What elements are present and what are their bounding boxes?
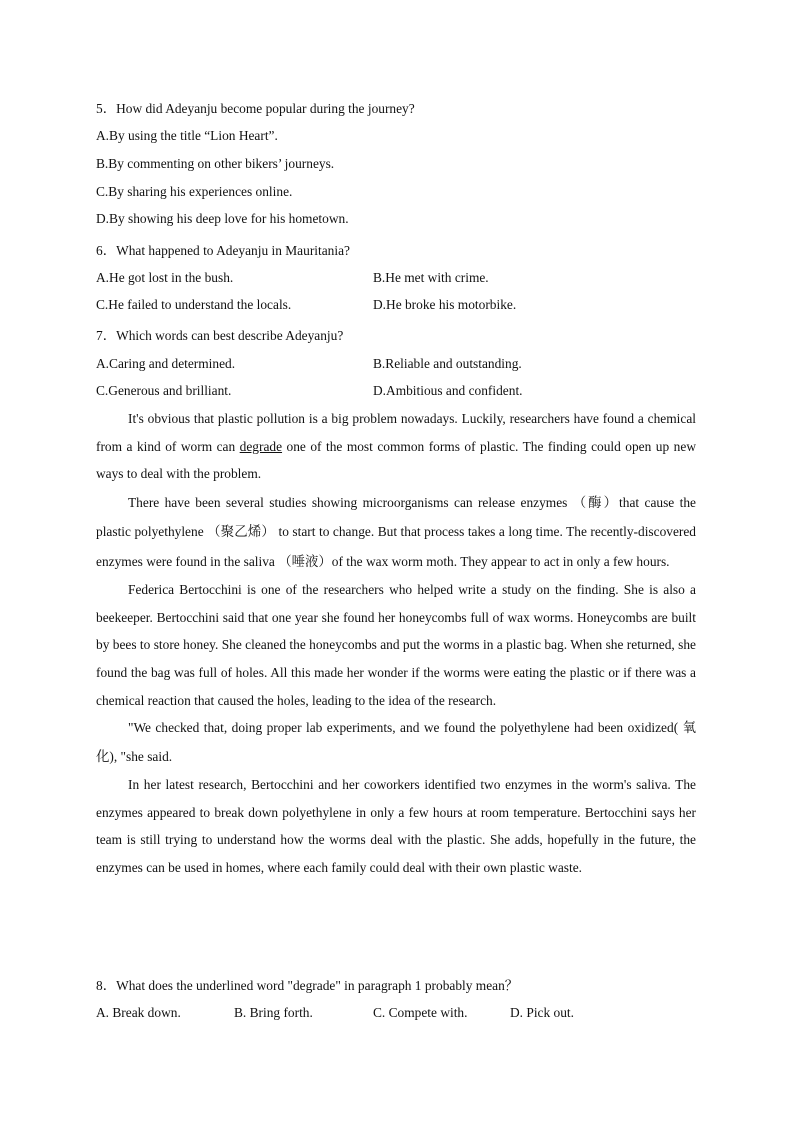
question-8-option-b: B. Bring forth. [234,1005,313,1020]
question-6-option-a: A.He got lost in the bush. [96,270,234,285]
passage-paragraph-3: Federica Bertocchini is one of the researchers who helped write a study on the finding. She is also a beekeeper. Bertocchini said that one year she found her honeycombs full of wax worms. Honeycombs are built by bees to store honey. She cleaned the honeycombs and put the worms in a plastic bag. When she returned, she found the bag was full of holes. All this made her wonder if the worms were eating the plastic or if there was a chemical reaction that caused the holes, leading to the idea of the research. [96,582,696,708]
passage-paragraph-2: There have been several studies showing microorganisms can release enzymes （酶）that cause the plastic polyethylene （聚乙烯） to start to change. But that process takes a long time. The recently-discovered enzymes were found in the saliva （唾液）of the wax worm moth. They appear to act in only a few hours. [96,494,696,569]
passage-paragraph-1 [96,405,696,488]
question-8-option-a: A. Break down. [96,1005,181,1020]
passage-paragraph-5: In her latest research, Bertocchini and her coworkers identified two enzymes in the worm's saliva. The enzymes appeared to break down polyethylene in only a few hours at room temperature. Bertocchini says her team is still trying to understand how the worms deal with the plastic. She adds, hopefully in the future, the enzymes can be used in homes, where each family could deal with their own plastic waste. [96,777,696,876]
question-8-option-c: C. Compete with. [373,1005,468,1020]
reading-passage [96,405,696,882]
paragraph-1-text-end: one of the most common forms of plastic. The finding could open up new ways to deal with the problem. [96,438,696,482]
question-6-option-d: D.He broke his motorbike. [373,297,517,312]
question-5-option-b: B.By commenting on other bikers’ journeys. [96,156,335,171]
question-6-option-c: C.He failed to understand the locals. [96,297,292,312]
question-8-option-d: D. Pick out. [510,1005,574,1020]
question-7-stem: 7．Which words can best describe Adeyanju? [96,328,344,343]
question-6-stem: 6．What happened to Adeyanju in Mauritania? [96,243,350,258]
question-7-option-b: B.Reliable and outstanding. [373,356,522,371]
question-8-stem: 8．What does the underlined word "degrade" in paragraph 1 probably mean？ [96,978,519,993]
question-5-option-c: C.By sharing his experiences online. [96,184,293,199]
paragraph-1-text-start: It's obvious that plastic pollution is a big problem nowadays. Luckily, researchers have found a chemical from a kind of worm can [96,411,696,454]
underlined-word-degrade: degrade [239,438,283,454]
passage-paragraph-4: "We checked that, doing proper lab experiments, and we found the polyethylene had been oxidized( 氧化), "she said. [96,720,696,764]
question-7-option-a: A.Caring and determined. [96,356,236,371]
question-5-option-a: A.By using the title “Lion Heart”. [96,128,278,143]
question-5-option-d: D.By showing his deep love for his hometown. [96,211,349,226]
question-7-option-c: C.Generous and brilliant. [96,383,232,398]
question-6-option-b: B.He met with crime. [373,270,489,285]
question-5-stem: 5．How did Adeyanju become popular during the journey? [96,101,415,116]
question-7-option-d: D.Ambitious and confident. [373,383,523,398]
